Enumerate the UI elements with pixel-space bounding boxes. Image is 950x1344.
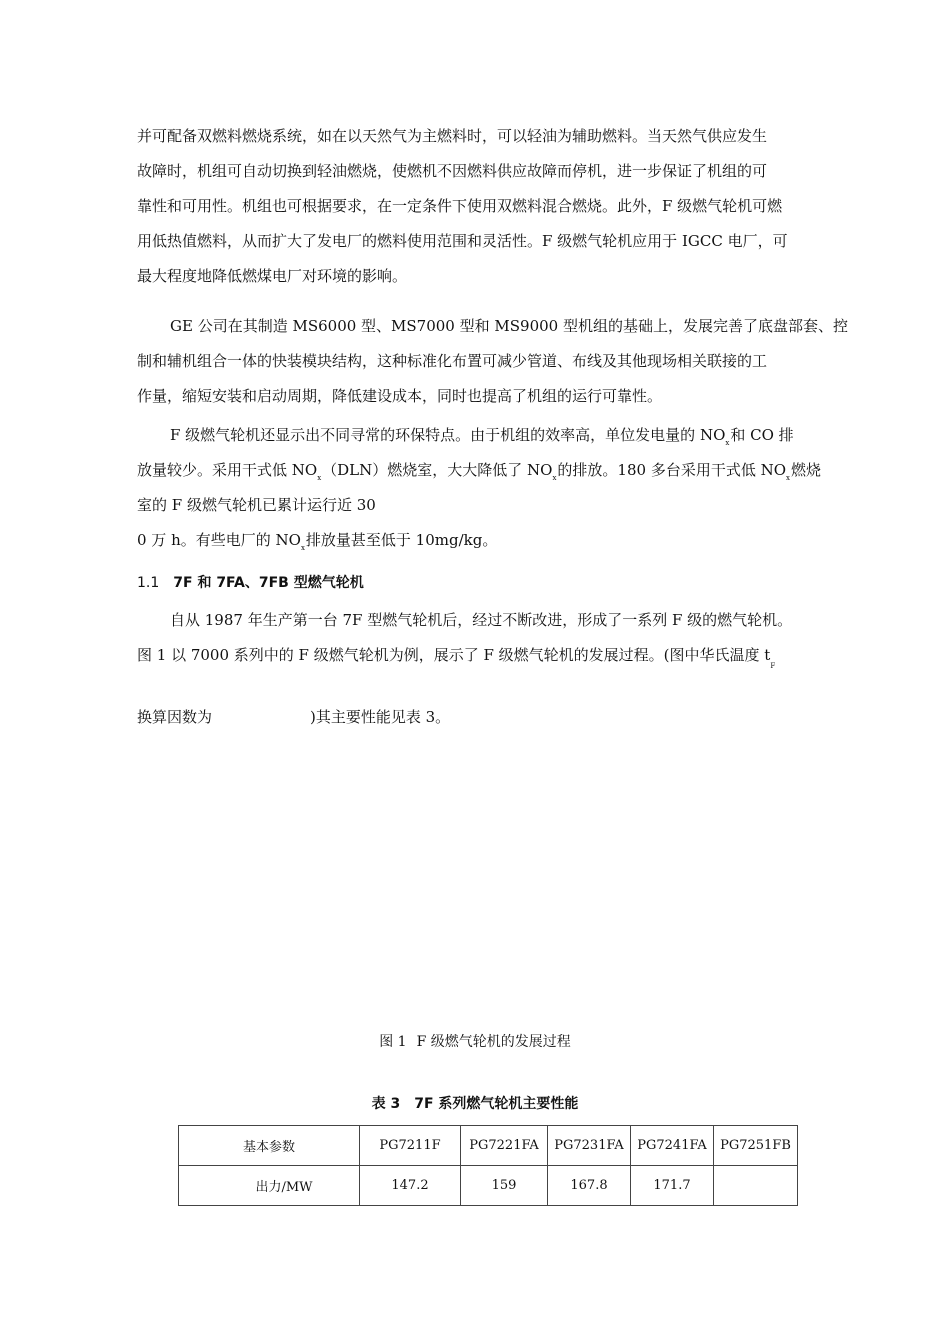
performance-table <box>178 1125 798 1206</box>
text-segment: 和 CO 排 <box>730 426 794 444</box>
subscript-f: F <box>770 662 776 670</box>
paragraph-7f-series <box>137 603 827 673</box>
table-cell: 167.8 <box>548 1166 631 1206</box>
subscript-x: x <box>300 544 305 552</box>
figure-number: 图 1 <box>379 1034 407 1050</box>
table-number: 表 3 <box>371 1096 401 1112</box>
figure-image-area <box>137 735 827 1020</box>
figure-caption-text: F 级燃气轮机的发展过程 <box>416 1034 571 1050</box>
subscript-x: x <box>786 474 790 482</box>
section-title: 7F 和 7FA、7FB 型燃气轮机 <box>173 575 364 591</box>
section-heading <box>137 568 364 598</box>
text-segment: 排放量甚至低于 10mg/kg。 <box>305 531 498 549</box>
text-line: GE 公司在其制造 MS6000 型、MS7000 型和 MS9000 型机组的基础上，发展完善了底盘部套、控 <box>170 317 848 335</box>
text-segment: )其主要性能见表 3。 <box>310 708 451 726</box>
text-line <box>137 523 827 558</box>
table-header-row <box>179 1126 798 1166</box>
text-segment: 放量较少。采用干式低 NO <box>137 461 318 479</box>
subscript-x: x <box>552 474 557 482</box>
text-line: 最大程度地降低燃煤电厂对环境的影响。 <box>137 267 408 285</box>
table-header-cell: 基本参数 <box>179 1126 360 1166</box>
table-caption <box>0 1092 950 1116</box>
text-line <box>137 638 827 673</box>
paragraph-dual-fuel <box>137 119 827 294</box>
table-header-cell: PG7241FA <box>631 1126 714 1166</box>
paragraph-environmental <box>137 418 827 558</box>
text-segment: 的排放。180 多台采用干式低 NO <box>557 461 787 479</box>
table-caption-text: 7F 系列燃气轮机主要性能 <box>414 1096 579 1112</box>
text-segment: F 级燃气轮机还显示出不同寻常的环保特点。由于机组的效率高，单位发电量的 NO <box>170 426 726 444</box>
text-line: 室的 F 级燃气轮机已累计运行近 30 <box>137 496 376 514</box>
table-cell: 171.7 <box>631 1166 714 1206</box>
table-cell: 159 <box>461 1166 548 1206</box>
text-line: 并可配备双燃料燃烧系统，如在以天然气为主燃料时，可以轻油为辅助燃料。当天然气供应发生 <box>137 127 768 145</box>
text-segment: 燃烧 <box>790 461 821 479</box>
table-cell: 147.2 <box>360 1166 461 1206</box>
text-segment: 图 1 以 7000 系列中的 F 级燃气轮机为例，展示了 F 级燃气轮机的发展过程。(图中华氏温度 t <box>137 646 771 664</box>
subscript-x: x <box>725 439 730 447</box>
text-line: 作量，缩短安装和启动周期，降低建设成本，同时也提高了机组的运行可靠性。 <box>137 387 663 405</box>
text-line: 用低热值燃料，从而扩大了发电厂的燃料使用范围和灵活性。F 级燃气轮机应用于 IGCC 电厂，可 <box>137 232 788 250</box>
text-line: 靠性和可用性。机组也可根据要求，在一定条件下使用双燃料混合燃烧。此外，F 级燃气轮机可燃 <box>137 197 783 215</box>
table-header-cell: PG7211F <box>360 1126 461 1166</box>
figure-caption <box>0 1030 950 1054</box>
paragraph-ge-modules <box>137 309 848 414</box>
subscript-x: x <box>317 474 322 482</box>
table-header-cell: PG7231FA <box>548 1126 631 1166</box>
text-segment: （DLN）燃烧室，大大降低了 NO <box>322 461 553 479</box>
text-line: 故障时，机组可自动切换到轻油燃烧，使燃机不因燃料供应故障而停机，进一步保证了机组的可 <box>137 162 768 180</box>
paragraph-conversion <box>137 700 827 735</box>
text-line <box>137 700 827 735</box>
text-line: 制和辅机组合一体的快装模块结构，这种标准化布置可减少管道、布线及其他现场相关联接的工 <box>137 352 768 370</box>
table-cell <box>714 1166 798 1206</box>
table-row <box>179 1166 798 1206</box>
text-line <box>137 453 827 488</box>
section-number: 1.1 <box>137 575 160 591</box>
text-line <box>137 418 827 453</box>
table-header-cell: PG7251FB <box>714 1126 798 1166</box>
text-segment: 换算因数为 <box>137 708 213 726</box>
text-segment: 0 万 h。有些电厂的 NO <box>137 531 301 549</box>
table-cell: 出力/MW <box>179 1166 360 1206</box>
table-header-cell: PG7221FA <box>461 1126 548 1166</box>
text-line: 自从 1987 年生产第一台 7F 型燃气轮机后，经过不断改进，形成了一系列 F 级的燃气轮机。 <box>170 611 793 629</box>
